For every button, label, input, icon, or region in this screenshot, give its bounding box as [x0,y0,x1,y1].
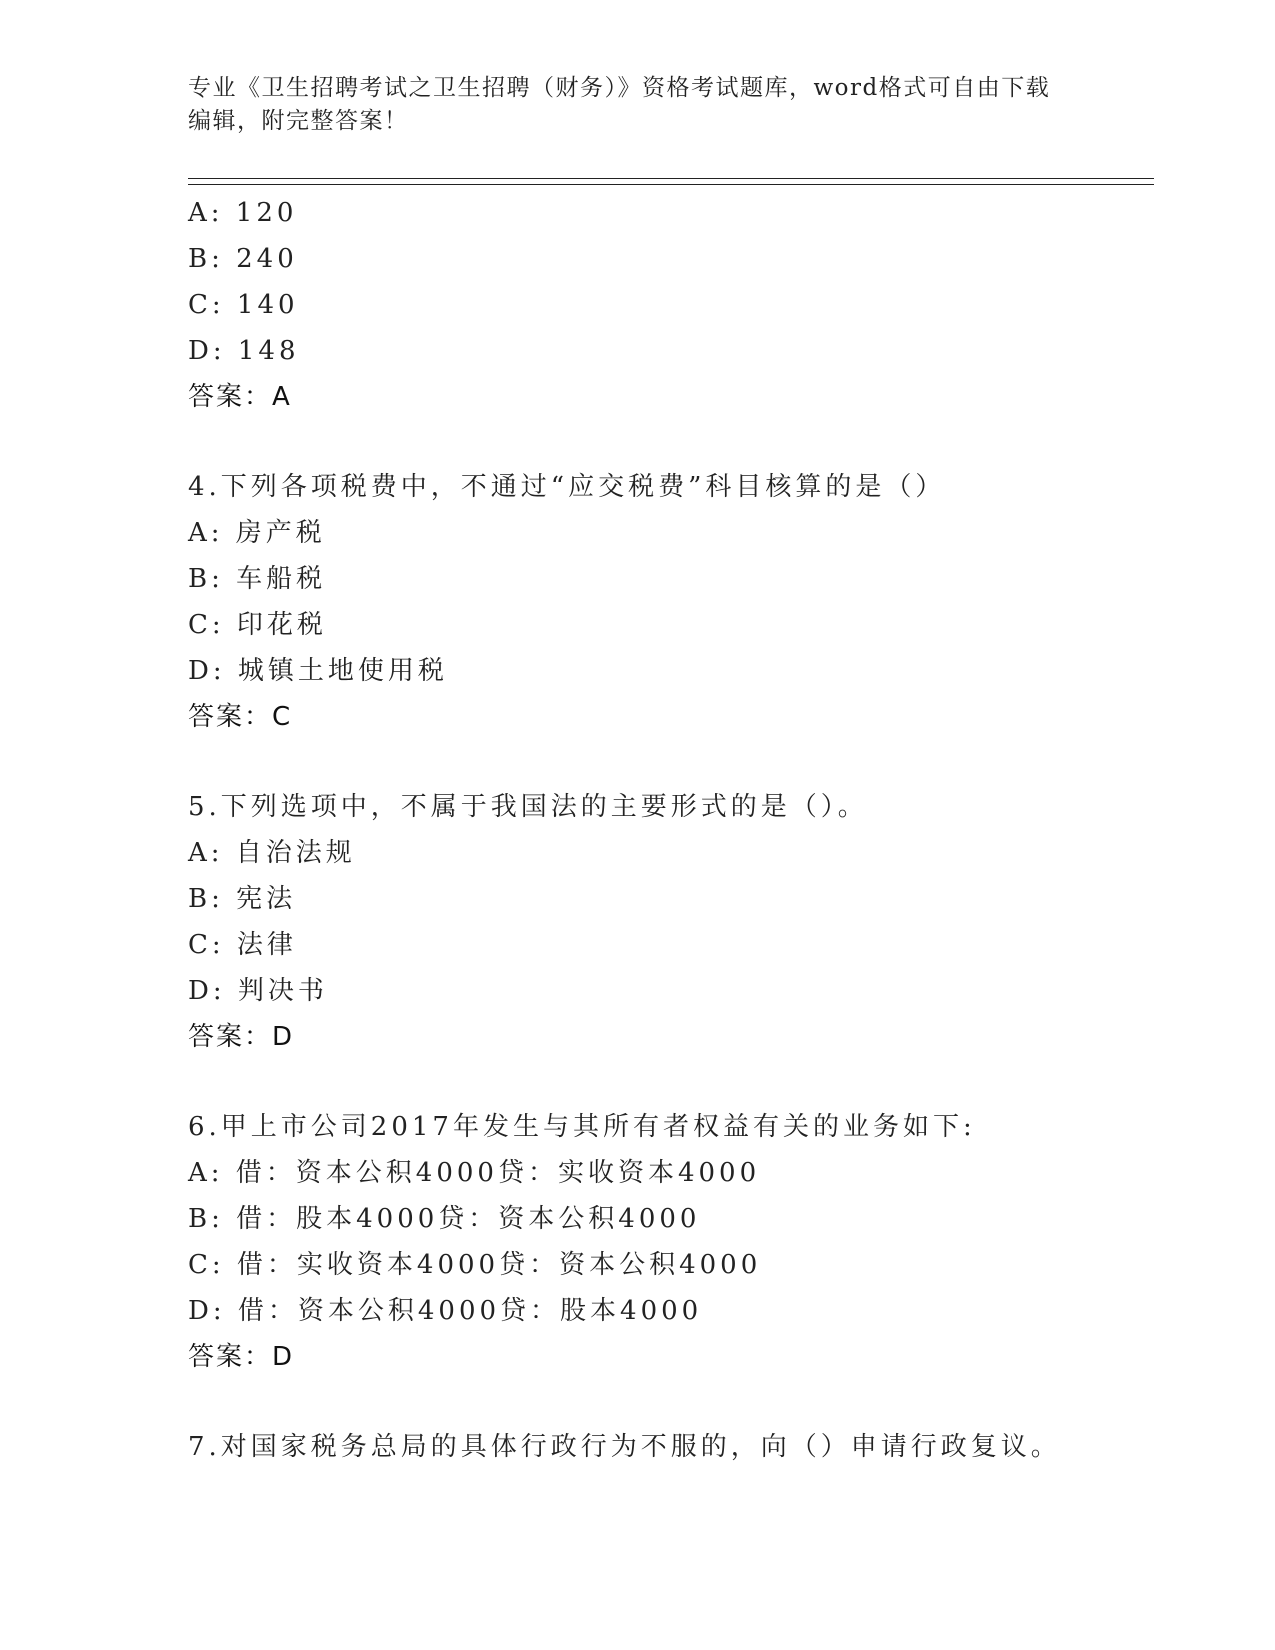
answer: 答案：A [188,382,292,412]
question-3 [188,190,1154,420]
question-5 [188,784,1154,1060]
question-text: 7.对国家税务总局的具体行政行为不服的，向（）申请行政复议。 [188,1432,1061,1462]
option-d: D: 借：资本公积4000贷：股本4000 [188,1296,703,1326]
question-6 [188,1104,1154,1380]
header-line-2: 编辑，附完整答案！ [188,108,409,134]
spacer [188,1380,1154,1424]
option-c: C: 法律 [188,930,297,960]
option-c: C: 借：实收资本4000贷：资本公积4000 [188,1250,762,1280]
option-b: B: 车船税 [188,564,327,594]
question-list [188,190,1154,1470]
spacer [188,1060,1154,1104]
document-header [188,72,1088,138]
option-a: A: 自治法规 [188,838,356,868]
header-line-1: 专业《卫生招聘考试之卫生招聘（财务）》资格考试题库，word格式可自由下载 [188,75,1051,101]
answer: 答案：D [188,1022,295,1052]
answer: 答案：C [188,702,293,732]
option-c: C: 140 [188,290,299,320]
header-divider-top [188,178,1154,179]
option-b: B: 240 [188,244,298,274]
option-d: D: 判决书 [188,976,328,1006]
spacer [188,740,1154,784]
spacer [188,420,1154,464]
option-b: B: 宪法 [188,884,297,914]
option-b: B: 借：股本4000贷：资本公积4000 [188,1204,701,1234]
question-text: 4.下列各项税费中，不通过“应交税费”科目核算的是（） [188,472,946,502]
option-d: D: 148 [188,336,300,366]
option-a: A: 借：资本公积4000贷：实收资本4000 [188,1158,761,1188]
option-d: D: 城镇土地使用税 [188,656,448,686]
option-c: C: 印花税 [188,610,327,640]
question-text: 5.下列选项中，不属于我国法的主要形式的是（）。 [188,792,868,822]
option-a: A: 120 [188,198,298,228]
question-7 [188,1424,1154,1470]
answer: 答案：D [188,1342,295,1372]
question-4 [188,464,1154,740]
header-divider-bottom [188,184,1154,185]
option-a: A: 房产税 [188,518,326,548]
question-text: 6.甲上市公司2017年发生与其所有者权益有关的业务如下: [188,1112,976,1142]
